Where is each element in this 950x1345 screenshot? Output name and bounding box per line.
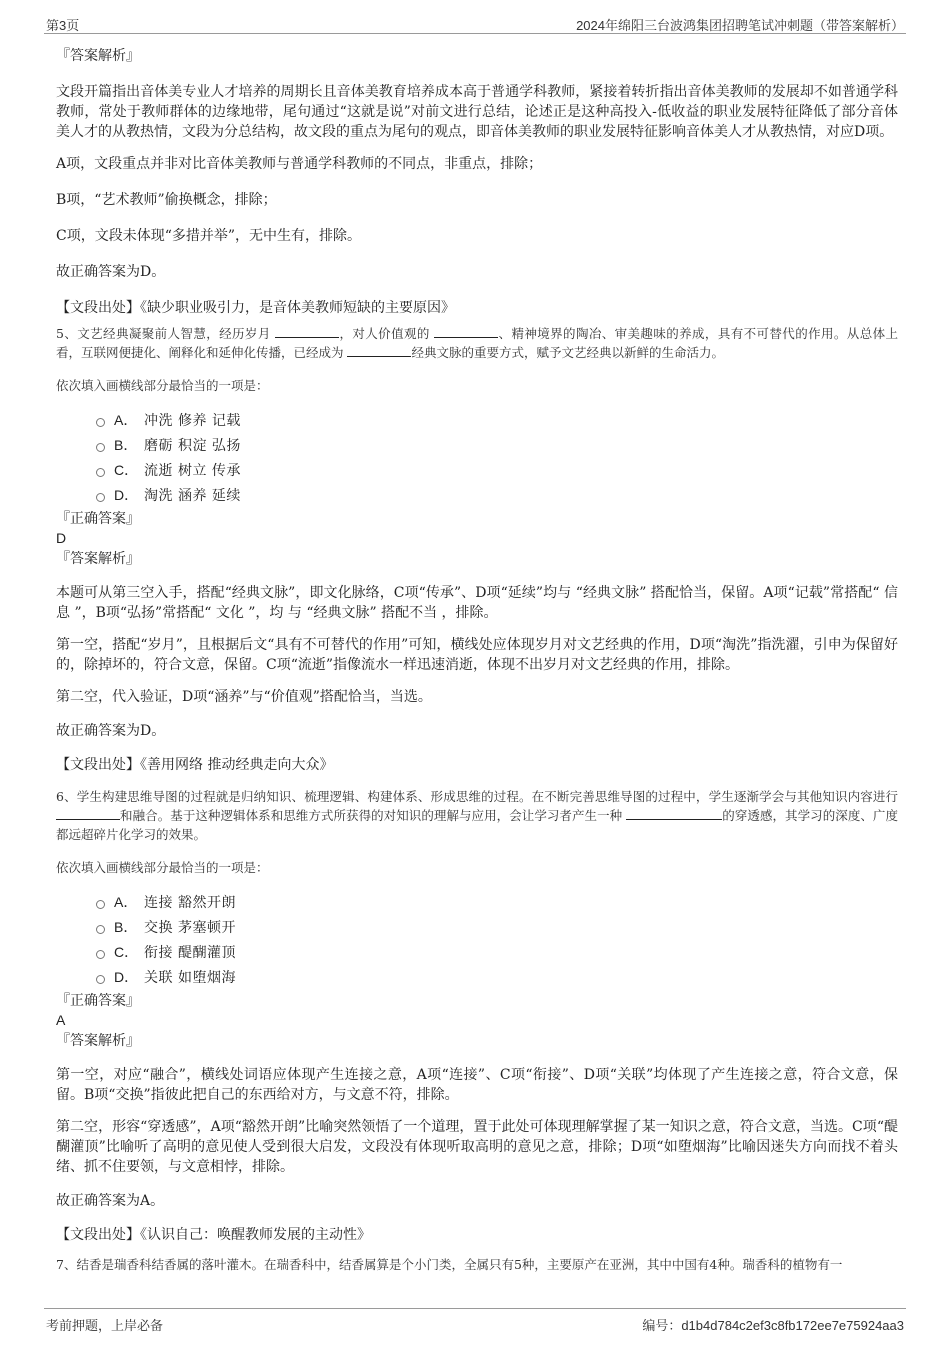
analysis-paragraph: 第一空，对应“融合”，横线处词语应体现产生连接之意，A项“连接”、C项“衔接”、D项“关联”均体现了产生连接之意，符合文意，保留。B项“交换”指彼此把自己的东西给对方，与文意不符，排除。 xyxy=(56,1067,898,1103)
document-title: 2024年绵阳三台波鸿集团招聘笔试冲刺题（带答案解析） xyxy=(576,18,904,33)
page-content xyxy=(56,42,898,1274)
question-stem: 6、学生构建思维导图的过程就是归纳知识、梳理逻辑、构建体系、形成思维的过程。在不断完善思维导图的过程中，学生逐渐学会与其他知识内容进行 和融合。基于这种逻辑体系和思维方式所获得的对知识的理解与应用，会让学习者产生一种 的穿透感，其学习的深度、广度都远超碎片化学习的效果。 xyxy=(56,789,898,842)
option-d[interactable]: D． 关联 如堕烟海 xyxy=(96,964,898,989)
blank-line xyxy=(434,325,498,338)
analysis-paragraph: 故正确答案为D。 xyxy=(56,723,166,739)
question-stem: 5、文艺经典凝聚前人智慧，经历岁月 ，对人价值观的 、精神境界的陶冶、审美趣味的养成，具有不可替代的作用。从总体上看，互联网便捷化、阐释化和延伸化传播，已经成为 经典文脉的重要方式，赋予文艺经典以新鲜的生命活力。 xyxy=(56,326,898,360)
question-stem: 7、结香是瑞香科结香属的落叶灌木。在瑞香科中，结香属算是个小门类，全属只有5种，主要原产在亚洲，其中中国有4种。瑞香科的植物有一 xyxy=(56,1257,843,1272)
correct-answer: A xyxy=(56,1012,66,1028)
option-a[interactable]: A． 冲洗 修养 记载 xyxy=(96,407,898,432)
blank-line xyxy=(626,807,722,820)
analysis-tag: 『答案解析』 xyxy=(56,48,140,64)
analysis-paragraph: 故正确答案为A。 xyxy=(56,1193,165,1209)
radio-button[interactable] xyxy=(96,975,105,984)
correct-answer-tag: 『正确答案』 xyxy=(56,993,140,1009)
analysis-tag: 『答案解析』 xyxy=(56,1033,140,1049)
footer-slogan: 考前押题，上岸必备 xyxy=(46,1318,164,1333)
answer-options xyxy=(96,889,898,989)
option-d[interactable]: D． 淘洗 涵养 延续 xyxy=(96,482,898,507)
document-code: 编号：d1b4d784c2ef3c8fb172ee7e75924aa3 xyxy=(642,1318,904,1333)
option-c[interactable]: C． 衔接 醍醐灌顶 xyxy=(96,939,898,964)
correct-answer-tag: 『正确答案』 xyxy=(56,511,140,527)
radio-button[interactable] xyxy=(96,443,105,452)
option-b[interactable]: B． 交换 茅塞顿开 xyxy=(96,914,898,939)
analysis-paragraph: C项，文段未体现“多措并举”，无中生有，排除。 xyxy=(56,228,362,244)
analysis-tag: 『答案解析』 xyxy=(56,551,140,567)
blank-line xyxy=(347,344,411,357)
radio-button[interactable] xyxy=(96,418,105,427)
correct-answer: D xyxy=(56,530,67,546)
question-prompt: 依次填入画横线部分最恰当的一项是： xyxy=(56,378,269,393)
option-b[interactable]: B． 磨砺 积淀 弘扬 xyxy=(96,432,898,457)
analysis-paragraph: B项，“艺术教师”偷换概念，排除； xyxy=(56,192,277,208)
analysis-paragraph: 故正确答案为D。 xyxy=(56,264,166,280)
radio-button[interactable] xyxy=(96,493,105,502)
page-number: 第3页 xyxy=(46,18,80,33)
radio-button[interactable] xyxy=(96,468,105,477)
blank-line xyxy=(275,325,339,338)
analysis-paragraph: 本题可从第三空入手，搭配“经典文脉”，即文化脉络，C项“传承”、D项“延续”均与 “经典文脉” 搭配恰当，保留。A项“记载”常搭配“ 信息 ”，B项“弘扬”常搭配“ 文化 ”，均 与 “经典文脉” 搭配不当 ，排除。 xyxy=(56,585,898,621)
question-prompt: 依次填入画横线部分最恰当的一项是： xyxy=(56,860,269,875)
option-c[interactable]: C． 流逝 树立 传承 xyxy=(96,457,898,482)
page-header xyxy=(44,12,906,34)
analysis-paragraph: 第一空，搭配“岁月”，且根据后文“具有不可替代的作用”可知，横线处应体现岁月对文艺经典的作用，D项“淘洗”指洗濯，引申为保留好的，除掉坏的，符合文意，保留。C项“流逝”指像流水一样迅速消逝，体现不出岁月对文艺经典的作用，排除。 xyxy=(56,637,898,673)
page-footer xyxy=(44,1308,906,1334)
radio-button[interactable] xyxy=(96,950,105,959)
answer-options xyxy=(96,407,898,507)
analysis-paragraph: 文段开篇指出音体美专业人才培养的周期长且音体美教育培养成本高于普通学科教师，紧接着转折指出音体美教师的发展却不如普通学科教师，常处于教师群体的边缘地带，尾句通过“这就是说”对前文进行总结，论述正是这种高投入-低收益的职业发展特征降低了部分音体美人才的从教热情，文段为分总结构，故文段的重点为尾句的观点，即音体美教师的职业发展特征影响音体美人才从教热情，对应D项。 xyxy=(56,84,898,140)
option-a[interactable]: A． 连接 豁然开朗 xyxy=(96,889,898,914)
radio-button[interactable] xyxy=(96,900,105,909)
blank-line xyxy=(56,807,120,820)
source-citation: 【文段出处】《缺少职业吸引力，是音体美教师短缺的主要原因》 xyxy=(56,300,455,316)
source-citation: 【文段出处】《认识自己：唤醒教师发展的主动性》 xyxy=(56,1227,371,1243)
analysis-paragraph: A项，文段重点并非对比音体美教师与普通学科教师的不同点，非重点，排除； xyxy=(56,156,543,172)
analysis-paragraph: 第二空，形容“穿透感”，A项“豁然开朗”比喻突然领悟了一个道理，置于此处可体现理解掌握了某一知识之意，符合文意，当选。C项“醍醐灌顶”比喻听了高明的意见使人受到很大启发，文段没有体现听取高明的意见之意，排除；D项“如堕烟海”比喻因迷失方向而找不着头绪、抓不住要领，与文意相悖，排除。 xyxy=(56,1119,898,1175)
source-citation: 【文段出处】《善用网络 推动经典走向大众》 xyxy=(56,757,334,773)
analysis-paragraph: 第二空，代入验证，D项“涵养”与“价值观”搭配恰当，当选。 xyxy=(56,689,432,705)
radio-button[interactable] xyxy=(96,925,105,934)
